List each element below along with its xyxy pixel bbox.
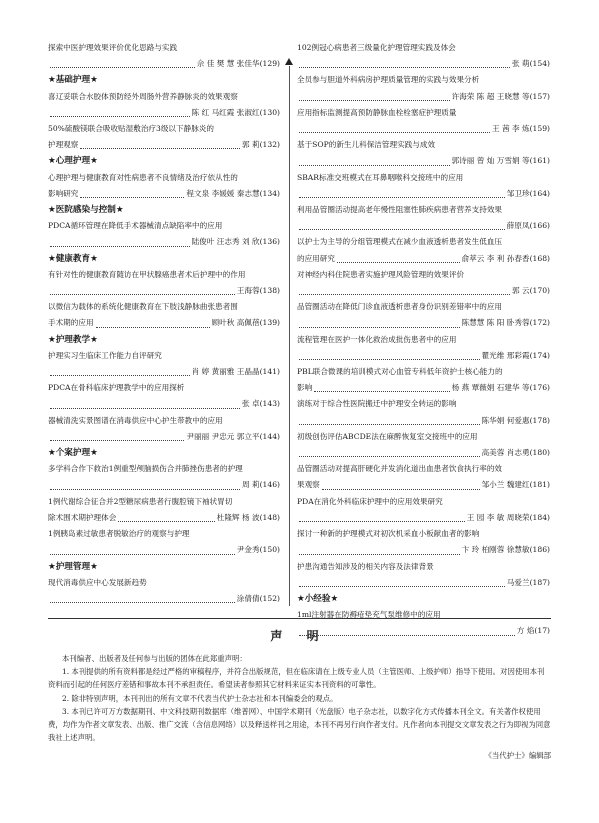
toc-entry[interactable] <box>48 461 280 493</box>
author-line <box>48 364 280 380</box>
page-number: (168) <box>529 253 550 263</box>
article-authors: 方 焰 <box>516 626 535 636</box>
toc-entry[interactable] <box>48 267 280 299</box>
article-authors: 郭 莉 <box>241 140 260 150</box>
article-title[interactable]: 品管圈活动对提高肝硬化并发消化道出血患者饮食执行率的效 <box>297 464 503 474</box>
title-continuation[interactable]: 影响 <box>297 383 313 393</box>
dot-leader <box>50 542 235 554</box>
author-line <box>297 380 550 396</box>
article-authors: 俞萃云 李 利 孙春香 <box>461 253 530 263</box>
article-title[interactable]: 探索中医护理效果评价优化思路与实践 <box>48 43 178 52</box>
toc-entry[interactable] <box>297 234 550 266</box>
article-authors: 尹金秀 <box>236 545 260 555</box>
author-line <box>297 283 550 299</box>
author-line <box>48 283 280 299</box>
dot-leader <box>50 477 240 489</box>
page-number: (161) <box>529 156 550 166</box>
article-authors: 王 园 李 敏 周晓荣 <box>466 512 530 522</box>
dot-leader <box>118 510 214 522</box>
dot-leader <box>80 186 184 198</box>
author-line <box>48 315 280 331</box>
author-line <box>297 445 550 461</box>
page-number: (138) <box>259 286 280 296</box>
author-line <box>297 251 550 267</box>
page-number: (157) <box>529 91 550 101</box>
dot-leader <box>322 477 480 489</box>
author-line <box>297 348 550 364</box>
author-line <box>48 105 280 121</box>
notice-intro: 本刊编者、出版者及任何参与出版的团体在此郑重声明： <box>62 654 247 663</box>
article-title[interactable]: PBL联合微课的培训模式对心血管专科低年资护士核心能力的 <box>297 367 503 377</box>
article-title[interactable]: PDA在消化外科临床护理中的应用效果研究 <box>297 496 443 506</box>
page-number: (159) <box>529 124 550 134</box>
dot-leader <box>299 218 505 230</box>
article-title[interactable]: 利用品管圈活动提高老年慢性阻塞性肺疾病患者营养支持效果 <box>297 205 503 215</box>
page-number: (170) <box>529 286 550 296</box>
dot-leader <box>50 396 240 408</box>
article-authors: 张 萌 <box>511 59 530 69</box>
author-line <box>297 89 550 105</box>
dot-leader <box>50 429 184 441</box>
toc-entry[interactable] <box>297 170 550 202</box>
title-continuation[interactable]: 护理观察 <box>48 140 79 150</box>
author-line <box>297 153 550 169</box>
article-authors: 王 茜 李 炼 <box>491 124 530 134</box>
dot-leader <box>299 283 510 295</box>
dot-leader <box>299 153 450 165</box>
dot-leader <box>299 445 480 457</box>
title-continuation[interactable]: 手术期的应用 <box>48 318 94 328</box>
dot-leader <box>50 591 235 603</box>
toc-right-column <box>297 40 550 640</box>
article-title[interactable]: 全员参与胆道外科病房护理质量管理的实践与效果分析 <box>297 75 480 85</box>
article-authors: 杨 燕 覃薇娟 石建华 等 <box>451 383 530 393</box>
page-number: (181) <box>529 480 550 490</box>
toc-entry[interactable] <box>48 218 280 250</box>
dot-leader <box>299 56 510 68</box>
page-number: (146) <box>259 480 280 490</box>
article-authors: 许海荣 陈 超 王晓慧 等 <box>451 91 530 101</box>
page-number: (187) <box>529 577 550 587</box>
page-number: (164) <box>529 188 550 198</box>
page-number: (134) <box>259 188 280 198</box>
section-heading: ★护理教学★ <box>48 334 98 345</box>
toc-entry[interactable] <box>48 121 280 153</box>
page-number: (174) <box>529 350 550 360</box>
article-authors: 王海蓉 <box>236 286 260 296</box>
page-number: (130) <box>259 107 280 117</box>
toc-entry[interactable] <box>297 559 550 591</box>
toc-entry[interactable] <box>297 526 550 558</box>
article-title[interactable]: 有针对性的健康教育随访在甲状腺癌患者术后护理中的作用 <box>48 269 246 279</box>
article-authors: 陈 红 马红霞 张淑红 <box>191 107 260 117</box>
article-authors: 尹丽丽 尹忠元 郭立平 <box>186 431 260 441</box>
article-authors: 马爱兰 <box>506 577 530 587</box>
page-number: (184) <box>529 512 550 522</box>
article-title[interactable]: 50%硫酸镁联合吸收贴湿敷治疗3级以下静脉炎的 <box>48 124 214 134</box>
page-number: (180) <box>529 448 550 458</box>
notice-body <box>48 652 551 744</box>
section-heading: ★小经验★ <box>297 593 339 604</box>
article-title[interactable]: 以微信为载体的系统化健康教育在下肢浅静脉曲张患者围 <box>48 302 238 312</box>
article-title[interactable]: 对神经内科住院患者实施护理风险管理的效果评价 <box>297 269 465 279</box>
toc-entry[interactable] <box>48 575 280 607</box>
article-authors: 邹卫珍 <box>506 188 530 198</box>
toc-entry[interactable] <box>297 396 550 428</box>
toc-entry[interactable] <box>297 267 550 299</box>
author-line <box>48 234 280 250</box>
toc-entry[interactable] <box>297 461 550 493</box>
toc-entry[interactable] <box>297 137 550 169</box>
toc-entry[interactable] <box>48 89 280 121</box>
page-number: (129) <box>259 59 280 69</box>
article-title[interactable]: 初级创伤评估ABCDE法在麻醉恢复室交接班中的应用 <box>297 431 478 441</box>
notice-item: 2. 除非特别声明，本刊刊出的所有文章不代表当代护士杂志社和本刊编委会的观点。 <box>62 693 338 703</box>
dot-leader <box>50 56 195 68</box>
toc-entry[interactable] <box>297 105 550 137</box>
toc-entry[interactable] <box>297 72 550 104</box>
toc-left-column <box>48 40 280 607</box>
page-number: (139) <box>259 318 280 328</box>
article-title[interactable]: PDCA在骨科临床护理教学中的应用探析 <box>48 383 185 393</box>
article-authors: 杜隆辉 杨 波 <box>216 512 260 522</box>
page-number: (148) <box>259 512 280 522</box>
article-authors: 顾叶秋 高佩蓓 <box>211 318 260 328</box>
toc-entry[interactable] <box>48 413 280 445</box>
article-title[interactable]: 1ml注射器在防褥疮垫充气泵维修中的应用 <box>297 610 441 620</box>
page-number: (152) <box>259 593 280 603</box>
author-line <box>297 56 550 72</box>
dot-leader <box>299 186 505 198</box>
author-line <box>297 315 550 331</box>
toc-entry[interactable] <box>297 494 550 526</box>
article-authors: 郭诗丽 曾 灿 万雪娟 等 <box>451 156 530 166</box>
article-title[interactable]: SBAR标准交班模式在耳鼻咽喉科交接班中的应用 <box>297 172 464 182</box>
toc-entry[interactable] <box>48 170 280 202</box>
author-line <box>297 218 550 234</box>
page-number: (172) <box>529 318 550 328</box>
author-line <box>48 542 280 558</box>
notice-item: 3. 本刊已许可万方数据期刊、中文科技期刊数据库（维普网）、中国学术期刊（光盘版）电子杂志社，以数字化方式传播本刊全文。有关著作权使用费，均作为作者文章发表、出版、推广交流（含信息网络）以及释送样刊之用途，本刊不再另行向作者支付。凡作者向本刊提交文章发表之行为即视为同意我社上述声明。 <box>48 706 551 743</box>
section-heading: ★心理护理★ <box>48 156 98 167</box>
article-title[interactable]: 102例冠心病患者三级量化护理管理实践及体会 <box>297 43 456 52</box>
toc-entry[interactable] <box>48 380 280 412</box>
toc-entry[interactable] <box>48 526 280 558</box>
article-title[interactable]: 器械清洗实景图谱在消毒供应中心护生带教中的应用 <box>48 415 223 425</box>
dot-leader <box>50 105 190 117</box>
article-title[interactable]: 1例胰岛素过敏患者脱敏治疗的观察与护理 <box>48 529 190 539</box>
article-authors: 张 卓 <box>241 399 260 409</box>
dot-leader <box>337 251 460 263</box>
toc-entry[interactable] <box>48 348 280 380</box>
page-number: (144) <box>259 431 280 441</box>
notice-section <box>48 618 551 761</box>
page-number: (136) <box>259 237 280 247</box>
page-number: (178) <box>529 415 550 425</box>
dot-leader <box>299 575 505 587</box>
toc-entry[interactable] <box>297 40 550 72</box>
article-title[interactable]: 现代消毒供应中心发展新趋势 <box>48 577 147 587</box>
article-title[interactable]: 应用指标监测提高预防静脉血栓栓塞症护理质量 <box>297 107 457 117</box>
toc-entry[interactable] <box>48 299 280 331</box>
toc-entry[interactable] <box>297 299 550 331</box>
dot-leader <box>96 315 210 327</box>
notice-signature: 《当代护士》编辑部 <box>484 751 551 761</box>
author-line <box>48 477 280 493</box>
article-authors: 肖 婷 黄丽雅 王晶晶 <box>191 367 260 377</box>
page-number: (176) <box>529 383 550 393</box>
column-divider <box>289 66 290 606</box>
notice-title: 声 明 <box>270 629 329 643</box>
dot-leader <box>299 413 480 425</box>
dot-leader <box>299 89 450 101</box>
article-title[interactable]: 演练对于综合性医院搬迁中护理安全转运的影响 <box>297 399 457 409</box>
dot-leader <box>80 137 240 149</box>
article-title[interactable]: 多学科合作下救治1例重型颅脑损伤合并肺挫伤患者的护理 <box>48 464 243 474</box>
author-line <box>297 121 550 137</box>
page-number: (166) <box>529 221 550 231</box>
page-number: (141) <box>259 367 280 377</box>
toc-entry[interactable] <box>297 364 550 396</box>
article-authors: 高美蓉 肖志勇 <box>481 448 530 458</box>
toc-entry[interactable] <box>48 40 280 72</box>
title-continuation[interactable]: 影响研究 <box>48 188 79 198</box>
section-heading: ★个案护理★ <box>48 448 98 459</box>
author-line <box>297 186 550 202</box>
article-authors: 瞿光维 邢彩霞 <box>481 350 530 360</box>
title-continuation[interactable]: 除术围术期护理体会 <box>48 512 117 522</box>
article-title[interactable]: 1例代谢综合征合并2型糖尿病患者行腹腔镜下袖状胃切 <box>48 496 233 506</box>
dot-leader <box>299 542 460 554</box>
author-line <box>48 591 280 607</box>
toc-entry[interactable] <box>297 202 550 234</box>
author-line <box>297 413 550 429</box>
article-authors: 陆俊叶 汪志秀 刘 欣 <box>191 237 260 247</box>
author-line <box>48 429 280 445</box>
title-continuation[interactable]: 果观察 <box>297 480 320 490</box>
dot-leader <box>299 121 490 133</box>
article-authors: 薛原凤 <box>506 221 530 231</box>
article-authors: 程文泉 李媛媛 秦志慧 <box>186 188 260 198</box>
section-heading: ★护理管理★ <box>48 561 98 572</box>
section-heading: ★医院感染与控制★ <box>48 205 124 216</box>
article-authors: 卞 玲 柏刚蓉 徐慧敏 <box>461 545 530 555</box>
dot-leader <box>299 315 460 327</box>
dot-leader <box>50 283 235 295</box>
author-line <box>48 186 280 202</box>
author-line <box>297 542 550 558</box>
up-arrow-icon <box>285 58 293 65</box>
title-continuation[interactable]: 的应用研究 <box>297 253 335 263</box>
article-authors: 周 莉 <box>241 480 260 490</box>
article-authors: 佘 佳 樊 慧 张佳华 <box>196 59 260 69</box>
dot-leader <box>50 364 190 376</box>
article-authors: 陈慧慧 陈 阳 卧秀蓉 <box>461 318 530 328</box>
article-title[interactable]: 品管圈活动在降低门诊血液透析患者身份识别差错率中的应用 <box>297 302 503 312</box>
author-line <box>48 137 280 153</box>
page-number: (17) <box>534 626 550 636</box>
article-title[interactable]: 流程管理在医护一体化救治成批伤患者中的应用 <box>297 334 457 344</box>
author-line <box>48 396 280 412</box>
article-authors: 涂倩倩 <box>236 593 260 603</box>
page-number: (154) <box>529 59 550 69</box>
toc-entry[interactable] <box>48 494 280 526</box>
author-line <box>48 510 280 526</box>
dot-leader <box>314 380 449 392</box>
article-title[interactable]: 探讨一种新的护理模式对初次机采血小板献血者的影响 <box>297 529 480 539</box>
notice-divider <box>48 618 551 619</box>
article-title[interactable]: 护理实习生临床工作能力自评研究 <box>48 350 162 360</box>
author-line <box>297 477 550 493</box>
article-title[interactable]: 喜辽妥联合水胶体预防经外周肠外营养静脉炎的效果观察 <box>48 91 238 101</box>
article-title[interactable]: 以护士为主导的分组管理模式在减少血液透析患者发生低血压 <box>297 237 503 247</box>
article-title[interactable]: 护患沟通告知涉及的相关内容及法律背景 <box>297 561 434 571</box>
section-heading: ★基础护理★ <box>48 75 98 86</box>
page-number: (143) <box>259 399 280 409</box>
article-title[interactable]: 基于SOP的新生儿科保洁管理实践与成效 <box>297 140 436 150</box>
article-title[interactable]: 心理护理与健康教育对性病患者不良情绪及治疗依从性的 <box>48 172 238 182</box>
dot-leader <box>50 234 190 246</box>
author-line <box>297 510 550 526</box>
toc-entry[interactable] <box>297 332 550 364</box>
article-title[interactable]: PDCA循环管理在降低手术器械清点缺陷率中的应用 <box>48 221 223 231</box>
page-number: (132) <box>259 140 280 150</box>
article-authors: 邹小兰 魏建红 <box>481 480 530 490</box>
dot-leader <box>299 510 465 522</box>
toc-entry[interactable] <box>297 429 550 461</box>
page-number: (150) <box>259 545 280 555</box>
article-authors: 郭 云 <box>511 286 530 296</box>
author-line <box>48 56 280 72</box>
section-heading: ★健康教育★ <box>48 253 98 264</box>
page-number: (186) <box>529 545 550 555</box>
author-line <box>297 575 550 591</box>
article-authors: 陈华娟 何爱惠 <box>481 415 530 425</box>
notice-item: 1. 本刊提供的所有资料都是经过严格的审稿程序，并符合出版规范，但在临床请在上级专业人员（主管医师、上级护师）指导下使用。对因使用本刊资料而引起的任何医疗差错和事故本刊不承担责任。希望读者参照其它材料来证实本刊资料的可靠性。 <box>48 667 545 690</box>
dot-leader <box>299 348 480 360</box>
